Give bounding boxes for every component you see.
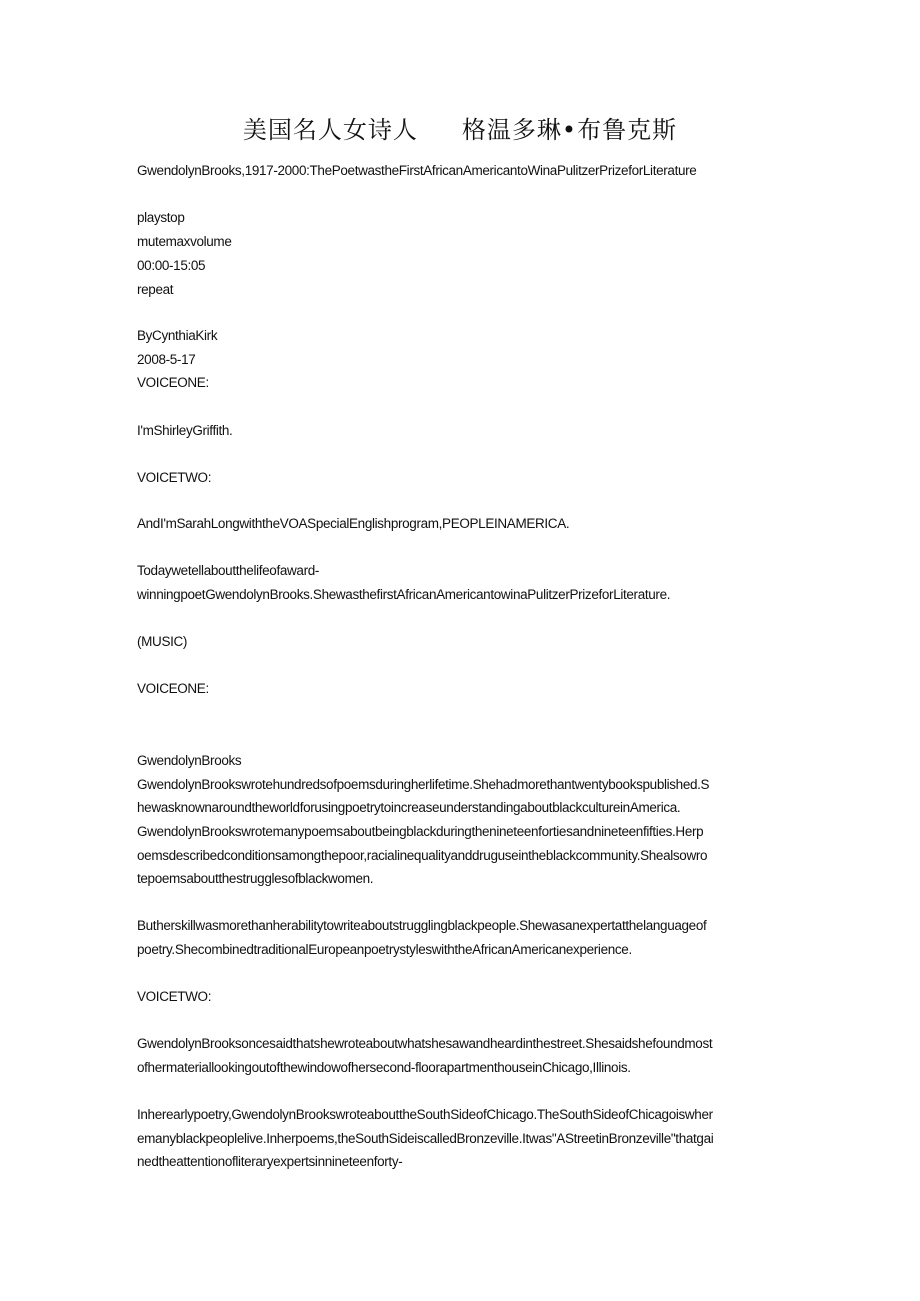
date-line: 2008-5-17 bbox=[137, 352, 196, 367]
speaker-label: VOICETWO: bbox=[137, 989, 212, 1004]
paragraph-line: tepoemsaboutthestrugglesofblackwomen. bbox=[137, 871, 374, 886]
paragraph-line: emanyblackpeoplelive.Inherpoems,theSouthSideiscalledBronzeville.Itwas"AStreetinBronzeville"thatgai bbox=[137, 1131, 714, 1146]
paragraph-line: I'mShirleyGriffith. bbox=[137, 423, 233, 438]
paragraph-line: Inherearlypoetry,GwendolynBrookswroteabouttheSouthSideofChicago.TheSouthSideofChicagoiswher bbox=[137, 1107, 713, 1122]
paragraph-line: nedtheattentionofliteraryexpertsinnineteenforty- bbox=[137, 1154, 403, 1169]
music-cue: (MUSIC) bbox=[137, 634, 188, 649]
paragraph-line: AndI'mSarahLongwiththeVOASpecialEnglishprogram,PEOPLEINAMERICA. bbox=[137, 516, 570, 531]
player-time: 00:00-15:05 bbox=[137, 258, 206, 273]
paragraph-line: poetry.ShecombinedtraditionalEuropeanpoetrystyleswiththeAfricanAmericanexperience. bbox=[137, 942, 632, 957]
player-repeat[interactable]: repeat bbox=[137, 282, 174, 297]
speaker-label: VOICETWO: bbox=[137, 470, 212, 485]
paragraph-line: Butherskillwasmorethanherabilitytowriteaboutstrugglingblackpeople.Shewasanexpertatthelanguageof bbox=[137, 918, 707, 933]
paragraph-line: GwendolynBrookswrotemanypoemsaboutbeingblackduringthenineteenfortiesandnineteenfifties.Herp bbox=[137, 824, 704, 839]
paragraph-line: Todaywetellaboutthelifeofaward- bbox=[137, 563, 320, 578]
paragraph-line: ofhermateriallookingoutofthewindowofhersecond-floorapartmenthouseinChicago,Illinois. bbox=[137, 1060, 631, 1075]
paragraph-line: GwendolynBrookswrotehundredsofpoemsduringherlifetime.Shehadmorethantwentybookspublished.S bbox=[137, 777, 710, 792]
author-line: ByCynthiaKirk bbox=[137, 328, 218, 343]
paragraph-line: winningpoetGwendolynBrooks.ShewasthefirstAfricanAmericantowinaPulitzerPrizeforLiterature. bbox=[137, 587, 671, 602]
paragraph-line: oemsdescribedconditionsamongthepoor,racialinequalityanddruguseintheblackcommunity.Shealsowro bbox=[137, 848, 708, 863]
player-mute-volume[interactable]: mutemaxvolume bbox=[137, 234, 232, 249]
subtitle-line: GwendolynBrooks,1917-2000:ThePoetwastheFirstAfricanAmericantoWinaPulitzerPrizeforLiterature bbox=[137, 163, 697, 178]
speaker-label: VOICEONE: bbox=[137, 681, 209, 696]
title-chinese-left: 美国名人女诗人 bbox=[242, 116, 418, 144]
speaker-label: VOICEONE: bbox=[137, 375, 209, 390]
paragraph-line: hewasknownaroundtheworldforusingpoetrytoincreaseunderstandingaboutblackcultureinAmerica. bbox=[137, 800, 681, 815]
title-chinese-right: 格温多琳•布鲁克斯 bbox=[461, 116, 678, 144]
section-heading: GwendolynBrooks bbox=[137, 753, 242, 768]
player-play-stop[interactable]: playstop bbox=[137, 210, 185, 225]
paragraph-line: GwendolynBrooksoncesaidthatshewroteaboutwhatshesawandheardinthestreet.Shesaidshefoundmost bbox=[137, 1036, 713, 1051]
document-title bbox=[0, 114, 920, 146]
